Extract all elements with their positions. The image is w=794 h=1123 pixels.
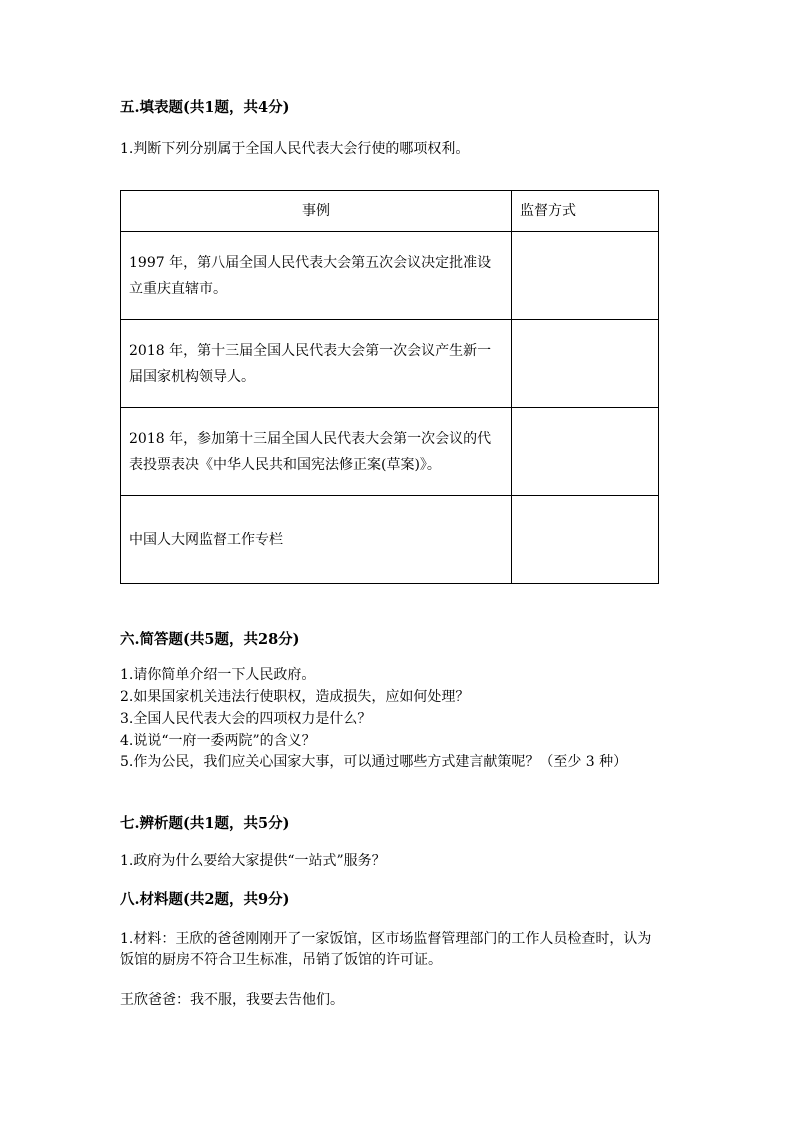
table-row [121, 232, 659, 320]
table-header-example: 事例 [121, 191, 512, 232]
section-7-heading: 七.辨析题(共1题，共5分) [120, 815, 290, 832]
section-8-heading: 八.材料题(共2题，共9分) [120, 891, 290, 908]
section-7-question-1: 1.政府为什么要给大家提供“一站式”服务？ [120, 853, 386, 869]
table-cell-answer[interactable] [512, 408, 659, 496]
list-item: 4.说说“一府一委两院”的含义？ [120, 733, 316, 749]
judgement-table [120, 190, 659, 584]
table-cell-answer[interactable] [512, 232, 659, 320]
section-8-question-1: 1.材料：王欣的爸爸刚刚开了一家饭馆，区市场监督管理部门的工作人员检查时，认为饭馆的厨房不符合卫生标准，吊销了饭馆的许可证。 [120, 931, 652, 968]
table-cell-answer[interactable] [512, 496, 659, 584]
section-6-question-list [120, 664, 665, 772]
table-header-method: 监督方式 [512, 191, 659, 232]
list-item: 2.如果国家机关违法行使职权，造成损失，应如何处理？ [120, 689, 470, 705]
section-5-heading: 五.填表题(共1题，共4分) [120, 99, 290, 116]
section-8-dialog: 王欣爸爸：我不服，我要去告他们。 [120, 992, 344, 1008]
table-header-row [121, 191, 659, 232]
section-6-heading: 六.简答题(共5题，共28分) [120, 631, 300, 648]
table-cell-example: 2018 年，参加第十三届全国人民代表大会第一次会议的代表投票表决《中华人民共和国宪法修正案(草案)》。 [121, 408, 512, 496]
list-item: 5.作为公民，我们应关心国家大事，可以通过哪些方式建言献策呢？（至少 3 种） [120, 754, 628, 770]
table-cell-example: 2018 年，第十三届全国人民代表大会第一次会议产生新一届国家机构领导人。 [121, 320, 512, 408]
table-cell-answer[interactable] [512, 320, 659, 408]
list-item: 3.全国人民代表大会的四项权力是什么？ [120, 711, 372, 727]
table-row [121, 496, 659, 584]
table-cell-example: 1997 年，第八届全国人民代表大会第五次会议决定批准设立重庆直辖市。 [121, 232, 512, 320]
list-item: 1.请你简单介绍一下人民政府。 [120, 667, 316, 683]
section-5-question-1: 1.判断下列分别属于全国人民代表大会行使的哪项权利。 [120, 141, 470, 157]
table-cell-example: 中国人大网监督工作专栏 [121, 496, 512, 584]
table-row [121, 320, 659, 408]
table-row [121, 408, 659, 496]
